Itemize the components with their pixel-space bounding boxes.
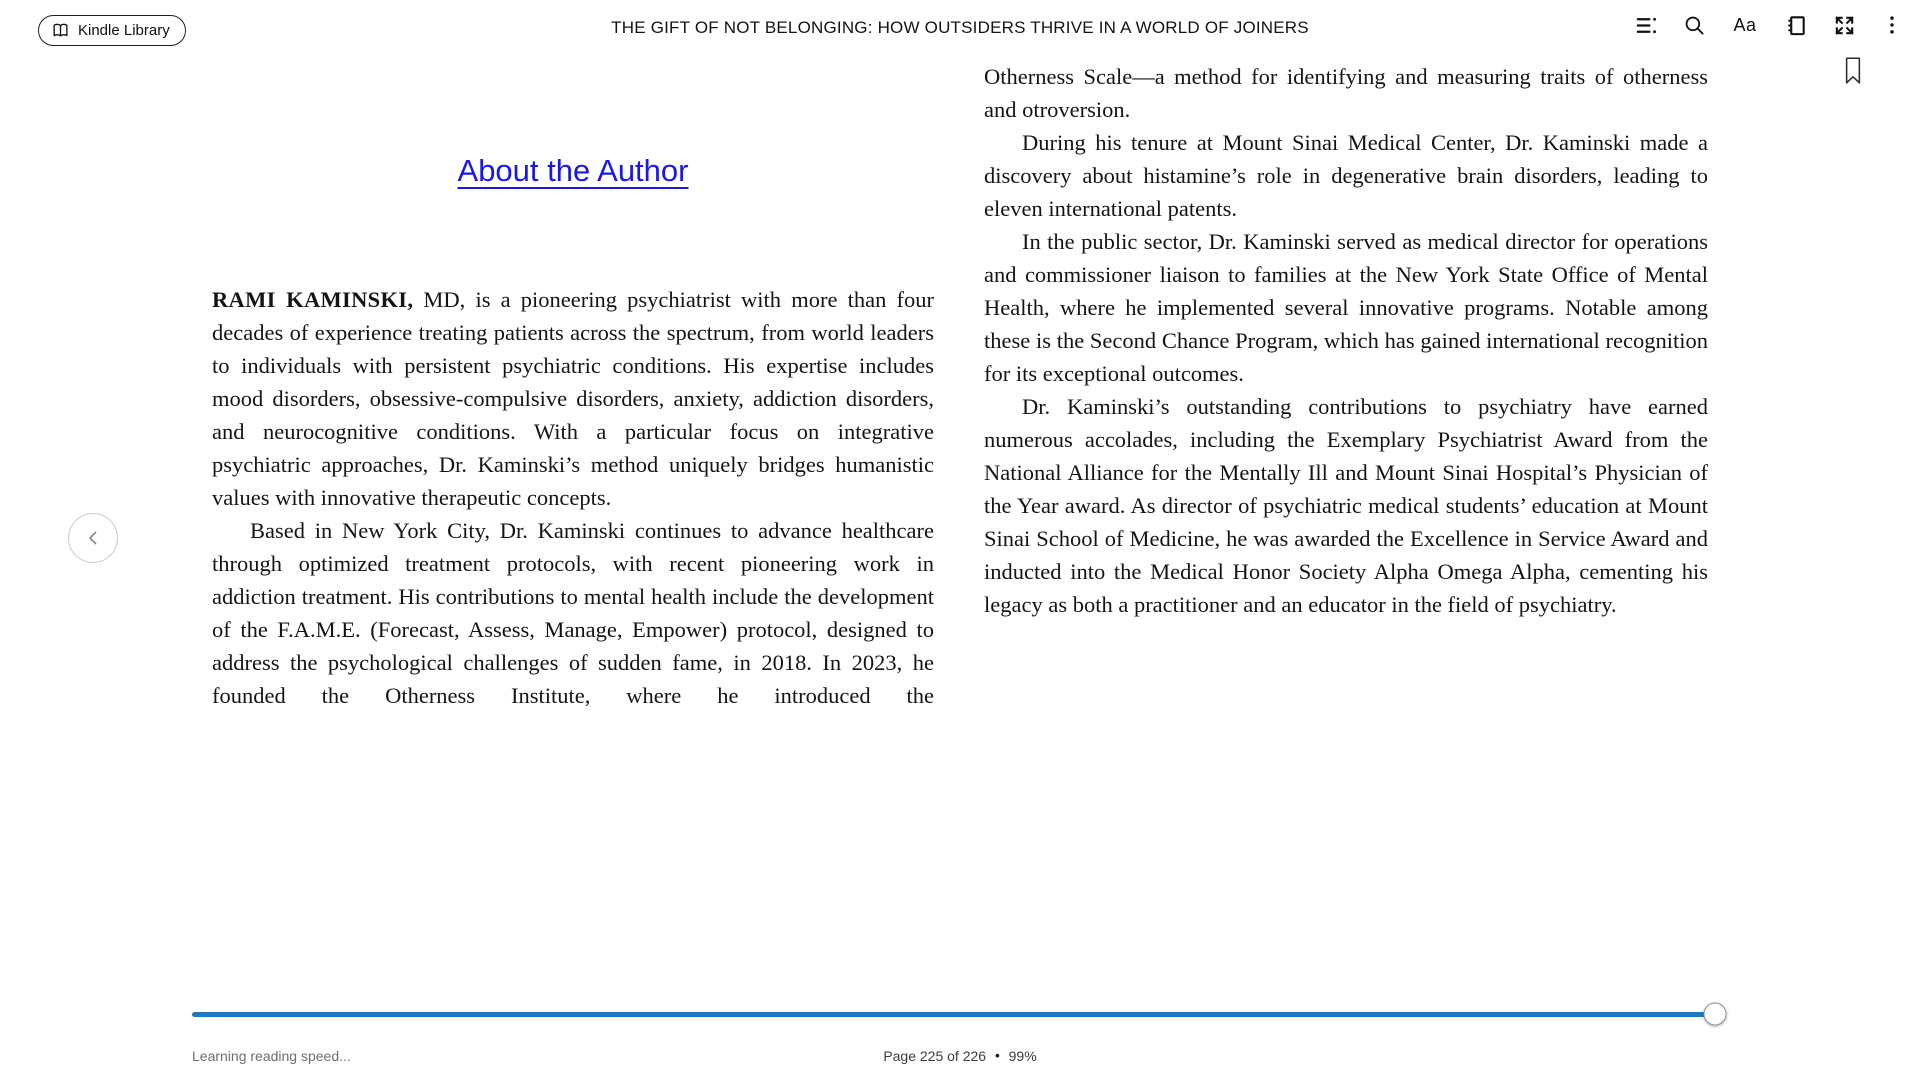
chevron-left-icon [84, 529, 102, 547]
paragraph-author-intro-text: MD, is a pioneering psychiatrist with more than four decades of experience treating patients across the spectrum, from world leaders to individuals with persistent psychiatric conditions. His expertise includes mood disorders, obsessive-compulsive disorders, anxiety, addiction disorders, and neurocognitive conditions. With a particular focus on integrative psychiatric approaches, Dr. Kaminski’s method uniquely bridges humanistic values with innovative therapeutic concepts. [212, 287, 935, 510]
reading-progress-bar[interactable] [192, 1012, 1730, 1017]
search-icon[interactable] [1682, 13, 1706, 37]
header-bar [0, 0, 1920, 50]
font-settings-label: Aa [1733, 14, 1757, 35]
reading-speed-status: Learning reading speed... [192, 1048, 351, 1064]
separator-dot: • [995, 1048, 1000, 1063]
page-layout-icon[interactable] [1784, 13, 1808, 37]
font-settings-icon[interactable] [1730, 13, 1760, 37]
book-title: THE GIFT OF NOT BELONGING: HOW OUTSIDERS THRIVE IN A WORLD OF JOINERS [611, 18, 1309, 37]
percent-read-label: 99% [1008, 1048, 1037, 1064]
toolbar [1634, 0, 1904, 50]
paragraph-based-in-ny: Based in New York City, Dr. Kaminski continues to advance healthcare through optimized treatment protocols, with recent pioneering work in addiction treatment. His contributions to mental health include the development of the F.A.M.E. (Forecast, Assess, Manage, Empower) protocol, designed to address the psychological challenges of sudden fame, in 2018. In 2023, he founded the Otherness Institute, where he introduced the [212, 518, 934, 708]
page-position-info [0, 1048, 1920, 1064]
bookmark-icon[interactable] [1843, 56, 1863, 86]
chapter-heading: About the Author [457, 153, 689, 188]
author-name-bold: RAMI KAMINSKI, [212, 287, 414, 312]
kindle-library-label: Kindle Library [78, 22, 170, 39]
fullscreen-icon[interactable] [1832, 13, 1856, 37]
paragraph-author-intro [212, 283, 934, 514]
paragraph-accolades: Dr. Kaminski’s outstanding contributions to psychiatry have earned numerous accolades, including the Exemplary Psychiatrist Award from the National Alliance for the Mentally Ill and Mount Sinai Hospital’s Physician of the Year award. As director of psychiatric medical students’ education at Mount Sinai School of Medicine, he was awarded the Excellence in Service Award and inducted into the Medical Honor Society Alpha Omega Alpha, cementing his legacy as both a practitioner and an educator in the field of psychiatry. [984, 394, 1708, 617]
text-column-left [212, 283, 934, 712]
text-column-right [984, 60, 1708, 621]
paragraph-mount-sinai: During his tenure at Mount Sinai Medical Center, Dr. Kaminski made a discovery about histamine’s role in degenerative brain disorders, leading to eleven international patents. [984, 130, 1708, 221]
paragraph-otherness-scale: Otherness Scale—a method for identifying and measuring traits of otherness and otroversion. [984, 64, 1708, 122]
paragraph-public-sector: In the public sector, Dr. Kaminski served as medical director for operations and commissioner liaison to families at the New York State Office of Mental Health, where he implemented several innovative programs. Notable among these is the Second Chance Program, which has gained international recognition for its exceptional outcomes. [984, 229, 1708, 386]
notebook-icon[interactable] [1634, 13, 1658, 37]
reading-progress-fill [192, 1012, 1715, 1017]
more-options-icon[interactable] [1880, 13, 1904, 37]
reading-progress-handle[interactable] [1703, 1003, 1726, 1026]
previous-page-button[interactable] [68, 513, 118, 563]
page-number-label: Page 225 of 226 [883, 1048, 987, 1064]
